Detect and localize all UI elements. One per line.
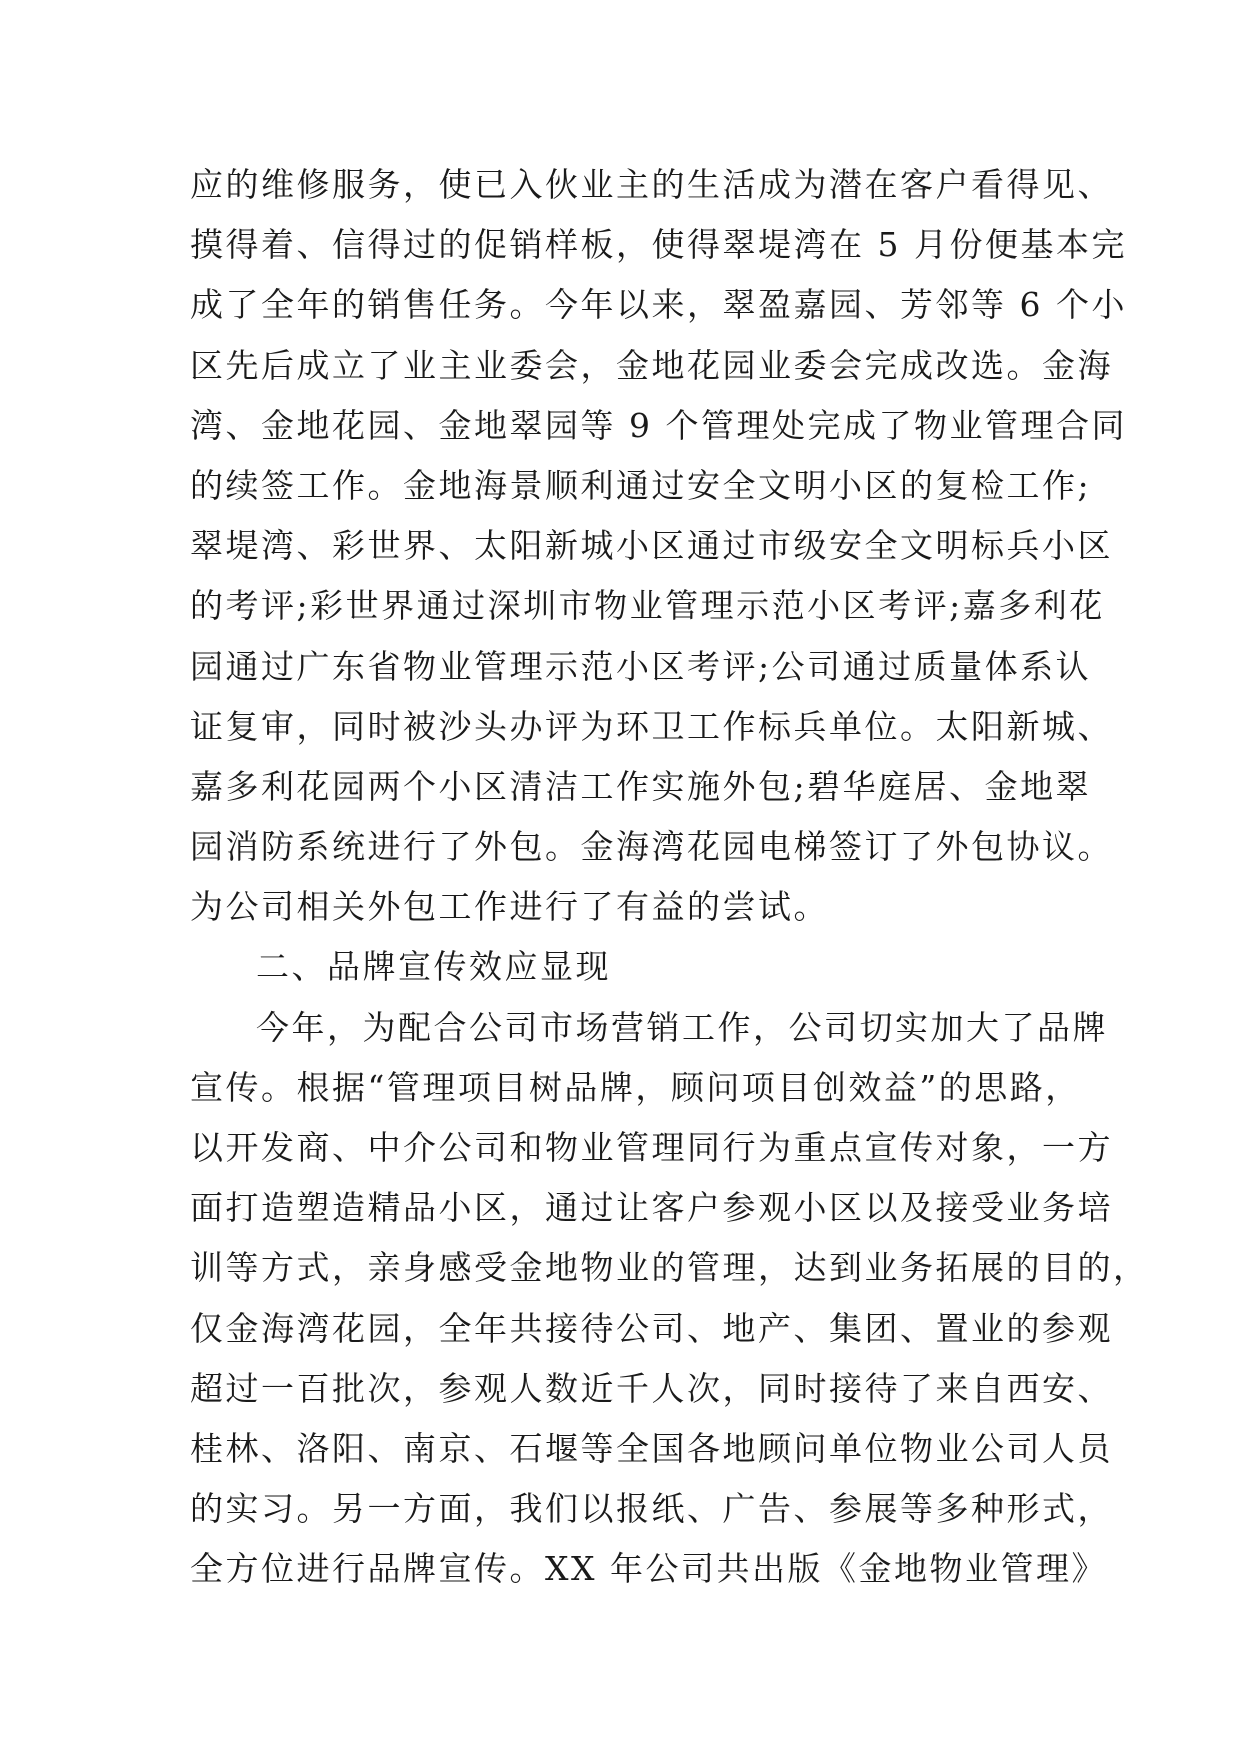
text-line: 嘉多利花园两个小区清洁工作实施外包;碧华庭居、金地翠 (190, 766, 1092, 806)
text-line: 的考评;彩世界通过深圳市物业管理示范小区考评;嘉多利花 (190, 586, 1105, 626)
text-line: 以开发商、中介公司和物业管理同行为重点宣传对象，一方 (190, 1128, 1113, 1167)
text-line: 仅金海湾花园，全年共接待公司、地产、集团、置业的参观 (190, 1308, 1113, 1348)
text-line: 区先后成立了业主业委会，金地花园业委会完成改选。金海 (190, 345, 1113, 385)
text-line: 为公司相关外包工作进行了有益的尝试。 (190, 887, 829, 927)
text-line: 园通过广东省物业管理示范小区考评;公司通过质量体系认 (190, 646, 1092, 686)
text-line: 桂林、洛阳、南京、石堰等全国各地顾问单位物业公司人员 (190, 1428, 1113, 1468)
text-line: 训等方式，亲身感受金地物业的管理，达到业务拓展的目的， (190, 1248, 1149, 1288)
text-line: 的实习。另一方面，我们以报纸、广告、参展等多种形式， (190, 1489, 1113, 1529)
paragraph-start-line: 今年，为配合公司市场营销工作，公司切实加大了品牌 (256, 1007, 1108, 1047)
text-line: 应的维修服务，使已入伙业主的生活成为潜在客户看得见、 (190, 165, 1113, 204)
text-line: 翠堤湾、彩世界、太阳新城小区通过市级安全文明标兵小区 (190, 526, 1113, 566)
body-text (190, 155, 1149, 1600)
text-line: 的续签工作。金地海景顺利通过安全文明小区的复检工作; (190, 465, 1092, 505)
text-line: 面打造塑造精品小区，通过让客户参观小区以及接受业务培 (190, 1188, 1113, 1228)
text-line: 证复审，同时被沙头办评为环卫工作标兵单位。太阳新城、 (190, 706, 1113, 746)
text-line: 摸得着、信得过的促销样板，使得翠堤湾在 5 月份便基本完 (190, 225, 1127, 265)
text-line: 湾、金地花园、金地翠园等 9 个管理处完成了物业管理合同 (190, 405, 1127, 445)
text-line: 超过一百批次，参观人数近千人次，同时接待了来自西安、 (190, 1368, 1113, 1408)
text-line: 成了全年的销售任务。今年以来，翠盈嘉园、芳邻等 6 个小 (190, 285, 1127, 325)
text-line: 园消防系统进行了外包。金海湾花园电梯签订了外包协议。 (190, 827, 1113, 867)
text-line: 宣传。根据“管理项目树品牌，顾问项目创效益”的思路， (190, 1067, 1081, 1107)
text-line: 全方位进行品牌宣传。XX 年公司共出版《金地物业管理》 (190, 1549, 1107, 1589)
section-heading: 二、品牌宣传效应显现 (256, 947, 611, 987)
